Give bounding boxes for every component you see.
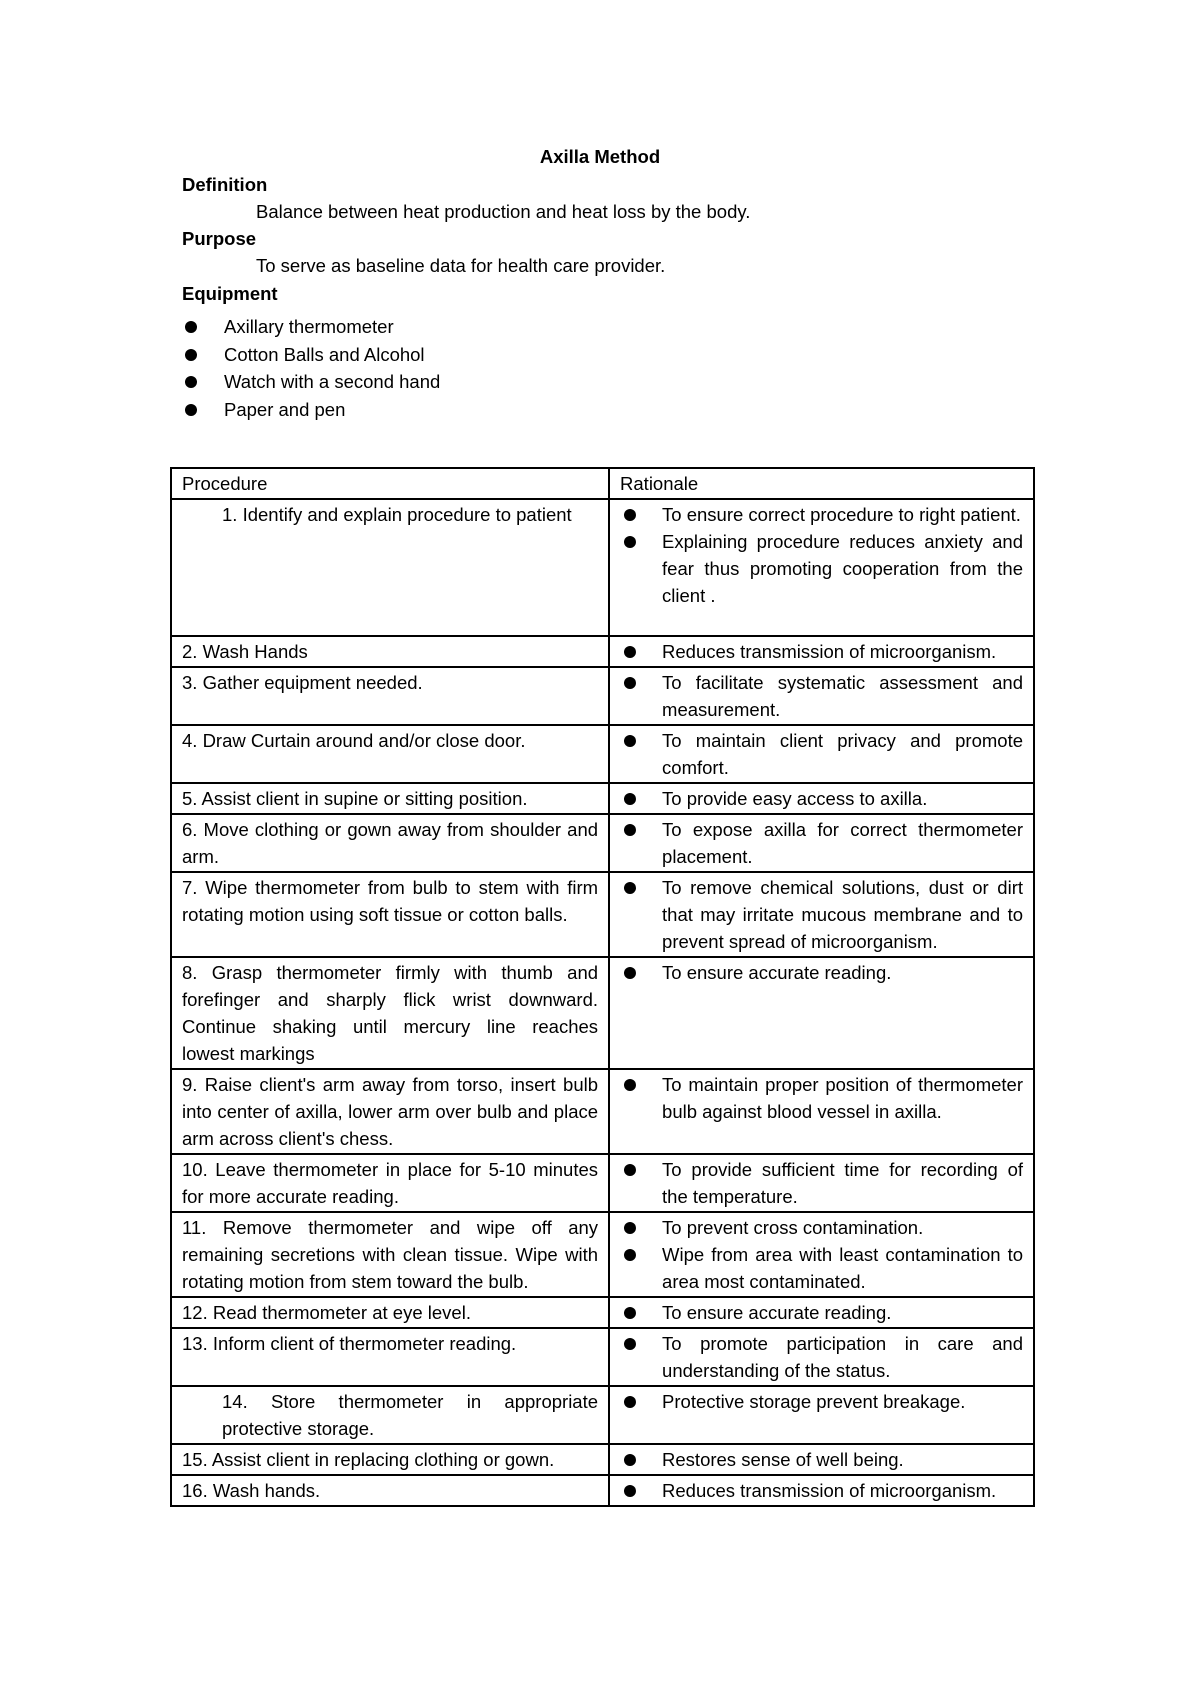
procedure-table (170, 467, 1035, 1507)
bullet-icon (624, 509, 636, 521)
procedure-step: 11. Remove thermometer and wipe off any remaining secretions with clean tissue. Wipe with rotating motion from stem toward the bulb. (171, 1212, 609, 1297)
purpose-text: To serve as baseline data for health care provider. (256, 255, 666, 276)
bullet-icon (624, 1249, 636, 1261)
bullet-icon (624, 735, 636, 747)
procedure-step: 15. Assist client in replacing clothing or gown. (171, 1444, 609, 1475)
purpose-heading: Purpose (182, 228, 257, 249)
bullet-icon (624, 1164, 636, 1176)
rationale-item: To expose axilla for correct thermometer placement. (620, 816, 1023, 870)
table-row (171, 783, 1034, 814)
procedure-step: 14. Store thermometer in appropriate protective storage. (222, 1391, 599, 1439)
bullet-icon (624, 882, 636, 894)
table-row (171, 1444, 1034, 1475)
rationale-item: Explaining procedure reduces anxiety and fear thus promoting cooperation from the client . (620, 528, 1023, 609)
table-row (171, 872, 1034, 957)
rationale-item: To remove chemical solutions, dust or dirt that may irritate mucous membrane and to prevent spread of microorganism. (620, 874, 1023, 955)
procedure-step: 3. Gather equipment needed. (171, 667, 609, 725)
equipment-item: Paper and pen (182, 396, 440, 424)
procedure-step: 4. Draw Curtain around and/or close door. (171, 725, 609, 783)
rationale-item: Reduces transmission of microorganism. (620, 1477, 1023, 1504)
bullet-icon (624, 646, 636, 658)
rationale-item: Reduces transmission of microorganism. (620, 638, 1023, 665)
rationale-item: To maintain client privacy and promote comfort. (620, 727, 1023, 781)
table-row (171, 1069, 1034, 1154)
bullet-icon (624, 1079, 636, 1091)
rationale-item: To facilitate systematic assessment and measurement. (620, 669, 1023, 723)
bullet-icon (185, 349, 197, 361)
bullet-icon (624, 1396, 636, 1408)
rationale-item: To ensure accurate reading. (620, 1299, 1023, 1326)
table-row (171, 957, 1034, 1069)
rationale-item: Protective storage prevent breakage. (620, 1388, 1023, 1415)
table-row (171, 725, 1034, 783)
bullet-icon (624, 536, 636, 548)
procedure-step: 7. Wipe thermometer from bulb to stem with firm rotating motion using soft tissue or cotton balls. (171, 872, 609, 957)
bullet-icon (624, 677, 636, 689)
table-row (171, 1297, 1034, 1328)
procedure-step: 8. Grasp thermometer firmly with thumb and forefinger and sharply flick wrist downward. Continue shaking until mercury line reaches lowest markings (171, 957, 609, 1069)
page-title: Axilla Method (539, 146, 661, 167)
bullet-icon (624, 967, 636, 979)
equipment-item: Watch with a second hand (182, 368, 440, 396)
bullet-icon (624, 824, 636, 836)
table-header-row (171, 468, 1034, 499)
procedure-step: 6. Move clothing or gown away from shoulder and arm. (171, 814, 609, 872)
bullet-icon (185, 376, 197, 388)
procedure-step: 13. Inform client of thermometer reading. (171, 1328, 609, 1386)
bullet-icon (185, 321, 197, 333)
rationale-item: To ensure accurate reading. (620, 959, 1023, 986)
table-row (171, 1154, 1034, 1212)
table-row (171, 814, 1034, 872)
table-row (171, 667, 1034, 725)
procedure-step: 9. Raise client's arm away from torso, insert bulb into center of axilla, lower arm over bulb and place arm across client's chess. (171, 1069, 609, 1154)
bullet-icon (624, 1485, 636, 1497)
procedure-step: 5. Assist client in supine or sitting position. (171, 783, 609, 814)
table-row (171, 1328, 1034, 1386)
definition-heading: Definition (182, 174, 268, 195)
rationale-item: To promote participation in care and understanding of the status. (620, 1330, 1023, 1384)
equipment-list (182, 313, 440, 423)
rationale-item: To provide easy access to axilla. (620, 785, 1023, 812)
rationale-item: To ensure correct procedure to right patient. (620, 501, 1023, 528)
table-row (171, 499, 1034, 636)
table-row (171, 1212, 1034, 1297)
equipment-heading: Equipment (182, 283, 278, 304)
bullet-icon (624, 1307, 636, 1319)
rationale-item: To prevent cross contamination. (620, 1214, 1023, 1241)
bullet-icon (624, 1338, 636, 1350)
equipment-item: Axillary thermometer (182, 313, 440, 341)
equipment-item: Cotton Balls and Alcohol (182, 341, 440, 369)
table-row (171, 1475, 1034, 1506)
rationale-item: To provide sufficient time for recording of the temperature. (620, 1156, 1023, 1210)
procedure-step: 16. Wash hands. (171, 1475, 609, 1506)
rationale-item: Restores sense of well being. (620, 1446, 1023, 1473)
procedure-step: 2. Wash Hands (171, 636, 609, 667)
rationale-item: Wipe from area with least contamination to area most contaminated. (620, 1241, 1023, 1295)
definition-text: Balance between heat production and heat loss by the body. (256, 201, 751, 222)
procedure-step: 10. Leave thermometer in place for 5-10 minutes for more accurate reading. (171, 1154, 609, 1212)
table-row (171, 636, 1034, 667)
bullet-icon (624, 1454, 636, 1466)
rationale-item: To maintain proper position of thermometer bulb against blood vessel in axilla. (620, 1071, 1023, 1125)
column-header-rationale: Rationale (609, 468, 1034, 499)
bullet-icon (185, 404, 197, 416)
column-header-procedure: Procedure (171, 468, 609, 499)
bullet-icon (624, 793, 636, 805)
table-row (171, 1386, 1034, 1444)
bullet-icon (624, 1222, 636, 1234)
procedure-step: 1. Identify and explain procedure to patient (222, 504, 572, 525)
procedure-step: 12. Read thermometer at eye level. (171, 1297, 609, 1328)
